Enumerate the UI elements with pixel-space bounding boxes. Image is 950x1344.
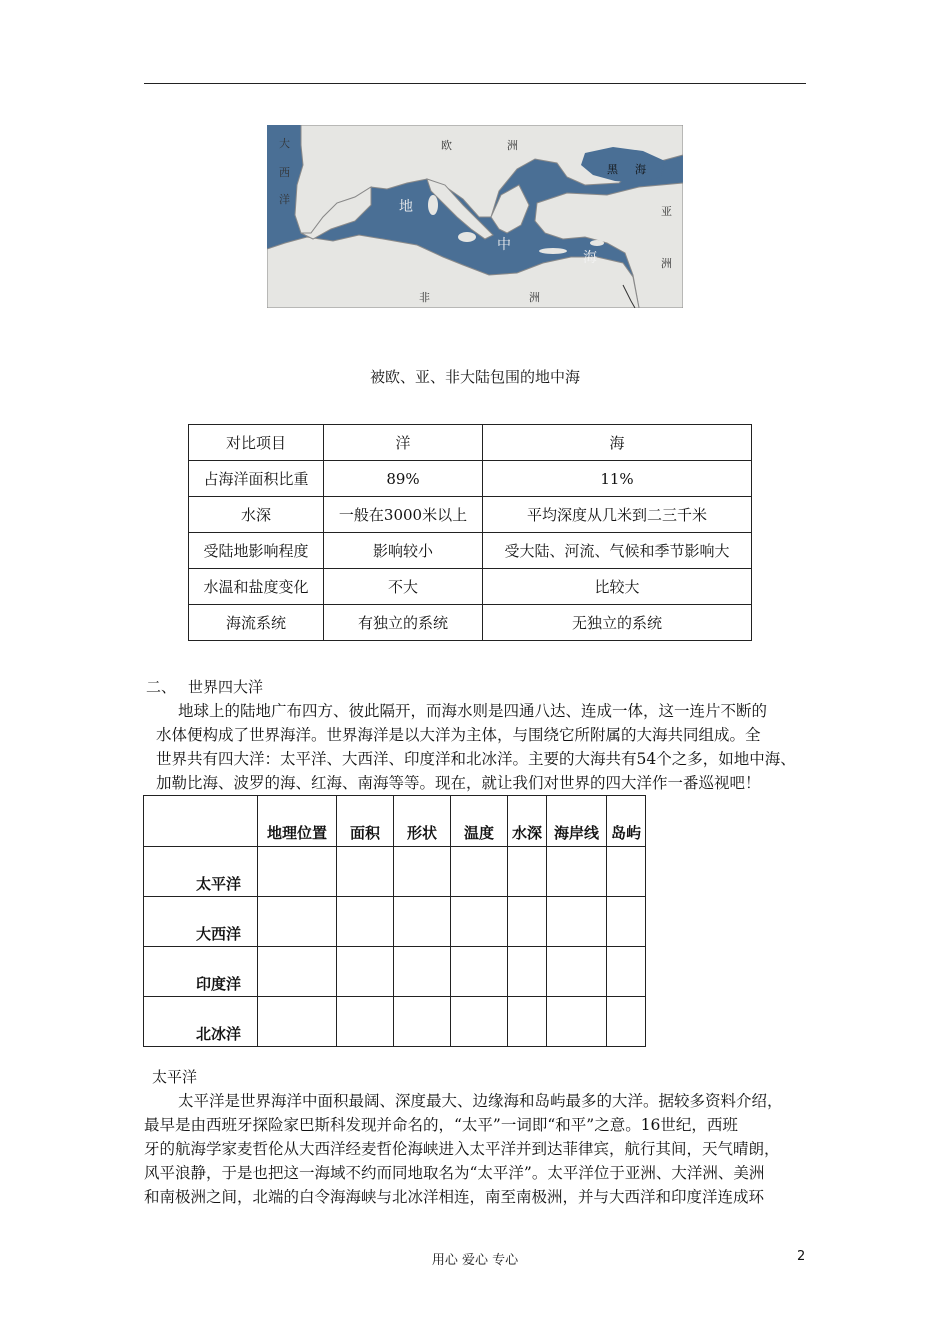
table-cell: 平均深度从几米到二三千米	[483, 497, 752, 533]
table-cell	[607, 947, 646, 997]
table-cell	[607, 847, 646, 897]
intro-paragraph	[156, 699, 808, 795]
table-cell: 海流系统	[189, 605, 324, 641]
cyprus-island	[590, 240, 604, 246]
table-cell: 水温和盐度变化	[189, 569, 324, 605]
paragraph-line: 世界共有四大洋：太平洋、大西洋、印度洋和北冰洋。主要的大海共有54个之多，如地中海、	[156, 750, 796, 768]
table-cell	[451, 997, 508, 1047]
table-cell	[258, 847, 337, 897]
table-header-cell: 水深	[508, 796, 547, 847]
paragraph-line: 风平浪静，于是也把这一海域不约而同地取名为“太平洋”。太平洋位于亚洲、大洋洲、美洲	[144, 1164, 765, 1182]
table-row	[144, 947, 646, 997]
table-cell	[394, 847, 451, 897]
table-header-cell: 面积	[337, 796, 394, 847]
table-cell: 11%	[483, 461, 752, 497]
table-cell	[607, 997, 646, 1047]
table-cell: 比较大	[483, 569, 752, 605]
table-header-cell: 海	[483, 425, 752, 461]
table-cell	[451, 847, 508, 897]
table-header-row	[189, 425, 752, 461]
table-cell: 无独立的系统	[483, 605, 752, 641]
table-header-cell: 岛屿	[607, 796, 646, 847]
table-cell	[508, 897, 547, 947]
map-label-asia-2: 洲	[661, 257, 672, 270]
table-cell	[547, 947, 607, 997]
header-rule	[144, 83, 806, 84]
table-header-cell: 对比项目	[189, 425, 324, 461]
map-label-asia-1: 亚	[661, 205, 672, 218]
table-row	[144, 847, 646, 897]
map-label-africa-1: 非	[419, 291, 430, 304]
table-header-cell: 地理位置	[258, 796, 337, 847]
table-header-cell: 形状	[394, 796, 451, 847]
map-label-africa-2: 洲	[529, 291, 540, 304]
ocean-row-label: 大西洋	[144, 897, 258, 947]
table-row	[144, 897, 646, 947]
paragraph-line: 水体便构成了世界海洋。世界海洋是以大洋为主体，与围绕它所附属的大海共同组成。全	[156, 726, 761, 744]
table-cell	[607, 897, 646, 947]
table-cell: 89%	[324, 461, 483, 497]
table-cell: 受陆地影响程度	[189, 533, 324, 569]
table-cell	[337, 847, 394, 897]
table-cell	[547, 897, 607, 947]
map-label-blacksea-1: 黑	[607, 163, 618, 176]
table-cell: 有独立的系统	[324, 605, 483, 641]
footer-text: 用心 爱心 专心	[431, 1253, 519, 1268]
map-label-europe-2: 洲	[507, 139, 518, 152]
map-label-med-1: 地	[399, 199, 413, 215]
crete-island	[539, 248, 567, 254]
pacific-heading: 太平洋	[152, 1068, 198, 1086]
table-cell	[258, 897, 337, 947]
page-number: 2	[797, 1249, 806, 1264]
table-cell: 水深	[189, 497, 324, 533]
table-row	[189, 461, 752, 497]
ocean-row-label: 印度洋	[144, 947, 258, 997]
table-header-row	[144, 796, 646, 847]
table-cell	[547, 847, 607, 897]
table-cell	[508, 997, 547, 1047]
paragraph-line: 牙的航海学家麦哲伦从大西洋经麦哲伦海峡进入太平洋并到达菲律宾，航行其间，天气晴朗，	[144, 1140, 780, 1158]
table-cell	[547, 997, 607, 1047]
table-row	[189, 497, 752, 533]
paragraph-line: 地球上的陆地广布四方、彼此隔开，而海水则是四通八达、连成一体，这一连片不断的	[178, 702, 768, 720]
map-label-atlantic-2: 西	[279, 166, 290, 179]
table-cell	[337, 897, 394, 947]
table-cell	[394, 997, 451, 1047]
map-label-med-2: 中	[497, 237, 511, 253]
paragraph-line: 太平洋是世界海洋中面积最阔、深度最大、边缘海和岛屿最多的大洋。据较多资料介绍，	[178, 1092, 783, 1110]
map-label-med-3: 海	[583, 250, 597, 266]
table-row	[189, 605, 752, 641]
table-cell: 一般在3000米以上	[324, 497, 483, 533]
table-cell	[394, 947, 451, 997]
table-cell	[508, 947, 547, 997]
paragraph-line: 最早是由西班牙探险家巴斯科发现并命名的，“太平”一词即“和平”之意。16世纪，西班	[144, 1116, 738, 1134]
table-row	[189, 569, 752, 605]
map-label-atlantic-1: 大	[279, 137, 290, 150]
four-oceans-table	[143, 795, 646, 1047]
table-cell	[258, 947, 337, 997]
table-cell: 受大陆、河流、气候和季节影响大	[483, 533, 752, 569]
sardinia-island	[428, 195, 438, 215]
table-header-cell: 洋	[324, 425, 483, 461]
mediterranean-map	[267, 125, 683, 308]
sicily-island	[458, 232, 476, 242]
table-cell	[451, 897, 508, 947]
table-cell	[394, 897, 451, 947]
ocean-row-label: 北冰洋	[144, 997, 258, 1047]
map-label-blacksea-2: 海	[635, 163, 646, 176]
paragraph-line: 加勒比海、波罗的海、红海、南海等等。现在，就让我们对世界的四大洋作一番巡视吧！	[156, 774, 761, 792]
table-cell	[337, 997, 394, 1047]
paragraph-line: 和南极洲之间，北端的白令海海峡与北冰洋相连，南至南极洲，并与大西洋和印度洋连成环	[144, 1188, 765, 1206]
table-row	[144, 997, 646, 1047]
table-cell	[337, 947, 394, 997]
section-title: 世界四大洋	[188, 678, 264, 696]
table-header-cell	[144, 796, 258, 847]
table-cell: 不大	[324, 569, 483, 605]
map-label-atlantic-3: 洋	[279, 193, 290, 206]
section-number: 二、	[146, 678, 177, 696]
table-cell: 影响较小	[324, 533, 483, 569]
table-row	[189, 533, 752, 569]
sea-ocean-comparison-table	[188, 424, 752, 641]
section-heading	[146, 676, 263, 697]
table-cell	[258, 997, 337, 1047]
table-header-cell: 海岸线	[547, 796, 607, 847]
table-cell	[451, 947, 508, 997]
table-cell: 占海洋面积比重	[189, 461, 324, 497]
ocean-row-label: 太平洋	[144, 847, 258, 897]
table-header-cell: 温度	[451, 796, 508, 847]
map-label-europe-1: 欧	[441, 139, 452, 152]
figure-caption: 被欧、亚、非大陆包围的地中海	[369, 368, 580, 386]
pacific-paragraph	[144, 1089, 808, 1209]
table-cell	[508, 847, 547, 897]
